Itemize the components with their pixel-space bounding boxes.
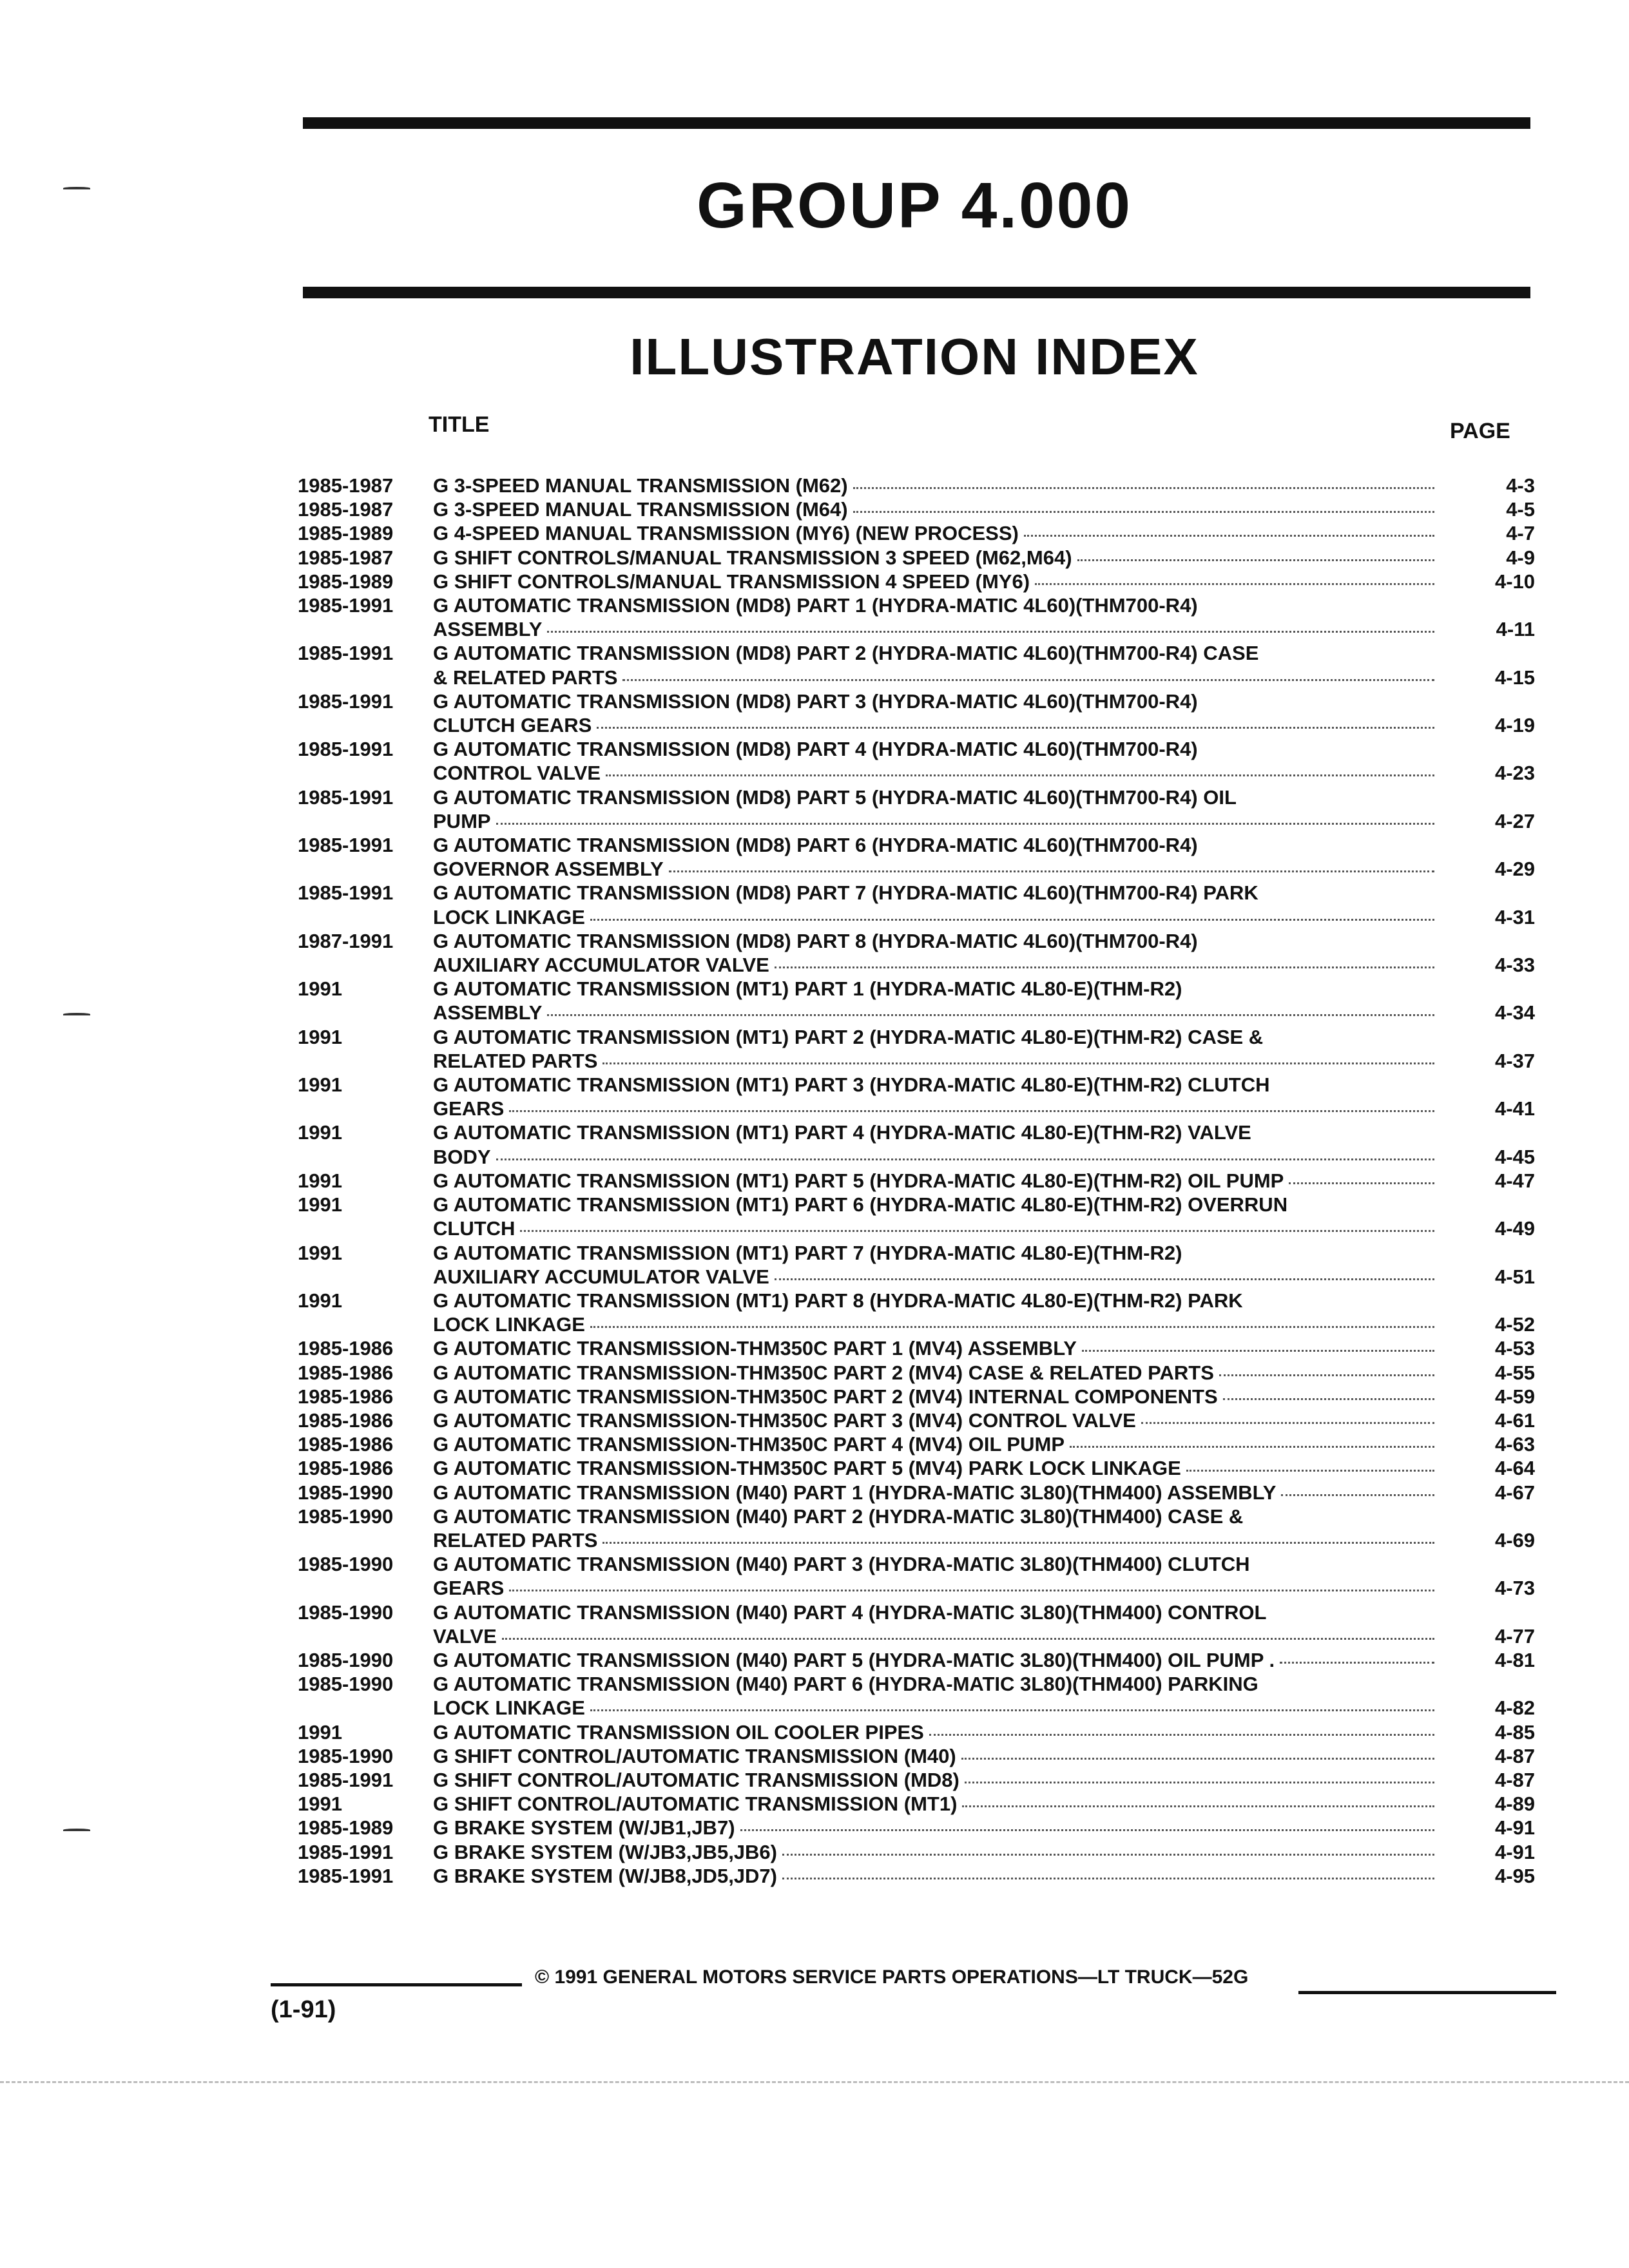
entry-title-line — [433, 857, 1438, 881]
entry-title-text: G AUTOMATIC TRANSMISSION (MD8) PART 3 (HYDRA-MATIC 4L60)(THM700-R4) — [433, 689, 1198, 713]
entry-years: 1985-1989 — [298, 522, 394, 545]
entry-title-line — [433, 617, 1438, 641]
dot-leader — [1280, 1662, 1434, 1664]
entry-years: 1985-1986 — [298, 1457, 394, 1480]
entry-title-text: G SHIFT CONTROL/AUTOMATIC TRANSMISSION (M40) — [433, 1744, 956, 1767]
dot-leader — [1082, 1350, 1434, 1352]
entry-years: 1991 — [298, 1289, 342, 1312]
index-entry — [298, 929, 1535, 977]
entry-page-number: 4-33 — [1494, 954, 1535, 977]
entry-title-line — [433, 1073, 1438, 1097]
entry-title-line — [433, 1840, 1438, 1864]
entry-title-text: G AUTOMATIC TRANSMISSION (MD8) PART 5 (HYDRA-MATIC 4L60)(THM700-R4) OIL — [433, 785, 1237, 809]
entry-years: 1985-1991 — [298, 785, 394, 809]
entry-title-text: ASSEMBLY — [433, 1001, 543, 1024]
entry-title-text: LOCK LINKAGE — [433, 905, 585, 928]
entry-years: 1991 — [298, 1025, 342, 1048]
entry-years: 1985-1986 — [298, 1361, 394, 1384]
dot-leader — [1223, 1398, 1434, 1400]
dot-leader — [962, 1805, 1434, 1807]
entry-years: 1991 — [298, 1073, 342, 1097]
dot-leader — [496, 823, 1434, 825]
index-entry — [298, 1552, 1535, 1600]
entry-years: 1991 — [298, 1720, 342, 1744]
entry-title-text: G AUTOMATIC TRANSMISSION OIL COOLER PIPES — [433, 1720, 924, 1744]
entry-title-text: G BRAKE SYSTEM (W/JB3,JB5,JB6) — [433, 1840, 777, 1863]
entry-title-text: G AUTOMATIC TRANSMISSION (MT1) PART 6 (HYDRA-MATIC 4L80-E)(THM-R2) OVERRUN — [433, 1193, 1288, 1216]
entry-title-line — [433, 1624, 1438, 1648]
entry-title-line — [433, 1600, 1438, 1624]
index-entry — [298, 1193, 1535, 1240]
dot-leader — [1035, 583, 1434, 585]
entry-title-line — [433, 1792, 1438, 1816]
entry-title-text: G AUTOMATIC TRANSMISSION (M40) PART 1 (HYDRA-MATIC 3L80)(THM400) ASSEMBLY — [433, 1481, 1277, 1504]
index-entry — [298, 1672, 1535, 1720]
entry-years: 1985-1990 — [298, 1553, 394, 1576]
index-entry — [298, 570, 1535, 593]
index-entry — [298, 474, 1535, 497]
entry-title-text: G SHIFT CONTROLS/MANUAL TRANSMISSION 3 SPEED (M62,M64) — [433, 546, 1072, 569]
entry-page-number: 4-63 — [1494, 1433, 1535, 1456]
entry-title-text: LOCK LINKAGE — [433, 1696, 585, 1720]
entry-title-text: G AUTOMATIC TRANSMISSION-THM350C PART 3 (MV4) CONTROL VALVE — [433, 1408, 1136, 1432]
entry-years: 1985-1990 — [298, 1600, 394, 1624]
entry-title-line — [433, 1265, 1438, 1289]
index-entry — [298, 1120, 1535, 1168]
entry-title-text: G AUTOMATIC TRANSMISSION (MD8) PART 4 (HYDRA-MATIC 4L60)(THM700-R4) — [433, 738, 1198, 761]
entry-page-number: 4-41 — [1494, 1097, 1535, 1120]
entry-years: 1991 — [298, 1193, 342, 1216]
entry-years: 1985-1990 — [298, 1481, 394, 1504]
entry-title-line — [433, 497, 1438, 521]
punch-mark-middle — [63, 1013, 90, 1015]
entry-years: 1985-1986 — [298, 1433, 394, 1456]
dot-leader — [1281, 1494, 1434, 1496]
entry-title-line — [433, 666, 1438, 689]
entry-title-text: G AUTOMATIC TRANSMISSION (MT1) PART 1 (HYDRA-MATIC 4L80-E)(THM-R2) — [433, 977, 1182, 1001]
entry-years: 1985-1987 — [298, 474, 394, 497]
entry-title-line — [433, 1864, 1438, 1888]
entry-title-line — [433, 1145, 1438, 1169]
entry-title-text: G SHIFT CONTROL/AUTOMATIC TRANSMISSION (MD8) — [433, 1768, 959, 1791]
entry-page-number: 4-47 — [1494, 1169, 1535, 1192]
entry-title-text: G SHIFT CONTROL/AUTOMATIC TRANSMISSION (MT1) — [433, 1792, 958, 1816]
footer-rule-left — [271, 1983, 522, 1986]
dot-leader — [1141, 1422, 1434, 1424]
entry-title-line — [433, 761, 1438, 785]
dot-leader — [597, 727, 1434, 729]
index-entry — [298, 977, 1535, 1024]
index-entry — [298, 1864, 1535, 1888]
punch-mark-bottom — [63, 1829, 90, 1831]
entry-page-number: 4-31 — [1494, 905, 1535, 928]
entry-title-text: G 3-SPEED MANUAL TRANSMISSION (M64) — [433, 498, 848, 521]
entry-years: 1985-1991 — [298, 881, 394, 905]
entry-page-number: 4-77 — [1494, 1624, 1535, 1648]
page-code: (1-91) — [271, 1996, 336, 2023]
entry-title-text: GEARS — [433, 1577, 505, 1600]
dot-leader — [602, 1542, 1434, 1544]
dot-leader — [782, 1854, 1434, 1856]
entry-page-number: 4-87 — [1494, 1768, 1535, 1791]
entry-title-line — [433, 521, 1438, 545]
dot-leader — [961, 1758, 1434, 1760]
entry-title-line — [433, 1049, 1438, 1073]
entry-page-number: 4-45 — [1494, 1145, 1535, 1168]
entry-title-text: G 4-SPEED MANUAL TRANSMISSION (MY6) (NEW PROCESS) — [433, 522, 1019, 545]
entry-title-text: G AUTOMATIC TRANSMISSION (M40) PART 5 (HYDRA-MATIC 3L80)(THM400) OIL PUMP . — [433, 1648, 1275, 1671]
title-column-header: TITLE — [429, 412, 490, 437]
index-entry — [298, 1744, 1535, 1768]
entry-years: 1985-1987 — [298, 498, 394, 521]
entry-title-text: G AUTOMATIC TRANSMISSION (MT1) PART 4 (HYDRA-MATIC 4L80-E)(THM-R2) VALVE — [433, 1121, 1251, 1144]
entry-title-line — [433, 1576, 1438, 1600]
entry-title-line — [433, 1528, 1438, 1552]
entry-years: 1985-1991 — [298, 1768, 394, 1791]
entry-title-text: G AUTOMATIC TRANSMISSION-THM350C PART 2 (MV4) CASE & RELATED PARTS — [433, 1361, 1214, 1384]
entry-title-text: CLUTCH — [433, 1217, 516, 1240]
entry-title-text: ASSEMBLY — [433, 618, 543, 641]
entry-title-line — [433, 689, 1438, 713]
entry-page-number: 4-5 — [1506, 498, 1535, 521]
entry-title-line — [433, 1025, 1438, 1049]
entry-years: 1985-1990 — [298, 1648, 394, 1671]
dot-leader — [1070, 1446, 1434, 1448]
dot-leader — [606, 774, 1434, 776]
page-column-header: PAGE — [1450, 419, 1510, 443]
entry-title-line — [433, 1768, 1438, 1792]
entry-title-line — [433, 1289, 1438, 1312]
index-entry — [298, 1025, 1535, 1073]
entry-title-line — [433, 1361, 1438, 1385]
entry-page-number: 4-49 — [1494, 1217, 1535, 1240]
entry-years: 1991 — [298, 1121, 342, 1144]
entry-title-text: G AUTOMATIC TRANSMISSION-THM350C PART 2 (MV4) INTERNAL COMPONENTS — [433, 1385, 1218, 1408]
entry-title-line — [433, 929, 1438, 953]
dot-leader — [853, 487, 1434, 489]
index-entry — [298, 593, 1535, 641]
entry-years: 1985-1989 — [298, 1816, 394, 1840]
entry-title-text: CONTROL VALVE — [433, 762, 601, 785]
entry-title-line — [433, 737, 1438, 761]
entry-title-line — [433, 713, 1438, 737]
entry-title-line — [433, 1097, 1438, 1120]
index-entry — [298, 1432, 1535, 1456]
group-title: GROUP 4.000 — [697, 169, 1132, 242]
entry-title-text: VALVE — [433, 1624, 497, 1648]
entry-title-line — [433, 881, 1438, 905]
index-entry — [298, 1385, 1535, 1408]
entry-title-text: G AUTOMATIC TRANSMISSION (M40) PART 4 (HYDRA-MATIC 3L80)(THM400) CONTROL — [433, 1600, 1267, 1624]
entry-years: 1985-1989 — [298, 570, 394, 593]
entry-title-text: RELATED PARTS — [433, 1528, 598, 1552]
entry-title-line — [433, 1481, 1438, 1504]
entry-years: 1991 — [298, 1169, 342, 1192]
dot-leader — [520, 1230, 1434, 1232]
dot-leader — [1186, 1470, 1434, 1472]
dot-leader — [775, 966, 1434, 968]
index-entry — [298, 737, 1535, 785]
dot-leader — [1219, 1374, 1434, 1376]
entry-title-line — [433, 1744, 1438, 1768]
entry-title-text: G AUTOMATIC TRANSMISSION (MT1) PART 8 (HYDRA-MATIC 4L80-E)(THM-R2) PARK — [433, 1289, 1243, 1312]
entry-title-text: GOVERNOR ASSEMBLY — [433, 858, 664, 881]
entry-page-number: 4-82 — [1494, 1696, 1535, 1720]
entry-page-number: 4-37 — [1494, 1049, 1535, 1072]
entry-title-line — [433, 1456, 1438, 1480]
entry-title-text: BODY — [433, 1145, 491, 1168]
entry-page-number: 4-10 — [1494, 570, 1535, 593]
entry-title-line — [433, 546, 1438, 570]
index-entry — [298, 641, 1535, 689]
entry-page-number: 4-73 — [1494, 1577, 1535, 1600]
entry-page-number: 4-61 — [1494, 1408, 1535, 1432]
entry-years: 1987-1991 — [298, 929, 394, 952]
entry-title-text: G AUTOMATIC TRANSMISSION (MD8) PART 2 (HYDRA-MATIC 4L60)(THM700-R4) CASE — [433, 642, 1259, 665]
index-entry — [298, 1816, 1535, 1840]
entry-title-text: CLUTCH GEARS — [433, 714, 592, 737]
entry-title-line — [433, 809, 1438, 833]
entry-page-number: 4-95 — [1494, 1864, 1535, 1887]
index-entry — [298, 1768, 1535, 1792]
entry-title-text: G AUTOMATIC TRANSMISSION (MT1) PART 3 (HYDRA-MATIC 4L80-E)(THM-R2) CLUTCH — [433, 1073, 1270, 1097]
index-entry — [298, 833, 1535, 881]
entry-title-text: G AUTOMATIC TRANSMISSION-THM350C PART 4 (MV4) OIL PUMP — [433, 1433, 1065, 1456]
entry-title-line — [433, 905, 1438, 929]
index-entry — [298, 1361, 1535, 1385]
entry-years: 1985-1991 — [298, 689, 394, 713]
entry-title-text: G AUTOMATIC TRANSMISSION (MD8) PART 7 (HYDRA-MATIC 4L60)(THM700-R4) PARK — [433, 881, 1258, 905]
entry-title-text: LOCK LINKAGE — [433, 1313, 585, 1336]
entry-page-number: 4-34 — [1494, 1001, 1535, 1024]
index-entry — [298, 1720, 1535, 1744]
entry-title-line — [433, 1193, 1438, 1216]
entry-title-line — [433, 641, 1438, 665]
entry-title-text: G AUTOMATIC TRANSMISSION (MD8) PART 6 (HYDRA-MATIC 4L60)(THM700-R4) — [433, 834, 1198, 857]
dot-leader — [622, 679, 1434, 681]
entry-years: 1985-1986 — [298, 1337, 394, 1360]
dot-leader — [547, 631, 1434, 633]
entry-title-line — [433, 1432, 1438, 1456]
entry-years: 1985-1990 — [298, 1504, 394, 1528]
index-entry — [298, 521, 1535, 545]
entry-title-line — [433, 1720, 1438, 1744]
entry-title-text: G AUTOMATIC TRANSMISSION-THM350C PART 5 (MV4) PARK LOCK LINKAGE — [433, 1457, 1181, 1480]
entry-title-line — [433, 1169, 1438, 1193]
dot-leader — [502, 1638, 1434, 1640]
entry-page-number: 4-91 — [1494, 1840, 1535, 1863]
entry-title-text: PUMP — [433, 809, 491, 832]
entry-title-text: G AUTOMATIC TRANSMISSION (MT1) PART 7 (HYDRA-MATIC 4L80-E)(THM-R2) — [433, 1241, 1182, 1264]
entry-page-number: 4-81 — [1494, 1648, 1535, 1671]
entry-title-text: G BRAKE SYSTEM (W/JB1,JB7) — [433, 1816, 735, 1840]
entry-title-text: GEARS — [433, 1097, 505, 1120]
entry-page-number: 4-23 — [1494, 762, 1535, 785]
entry-page-number: 4-11 — [1496, 618, 1535, 641]
entry-title-line — [433, 1312, 1438, 1336]
entry-title-text: G AUTOMATIC TRANSMISSION (M40) PART 3 (HYDRA-MATIC 3L80)(THM400) CLUTCH — [433, 1553, 1250, 1576]
entry-years: 1991 — [298, 1792, 342, 1816]
entry-title-text: G SHIFT CONTROLS/MANUAL TRANSMISSION 4 SPEED (MY6) — [433, 570, 1030, 593]
second-rule — [303, 287, 1530, 298]
entry-page-number: 4-59 — [1494, 1385, 1535, 1408]
index-entry — [298, 1169, 1535, 1193]
entry-years: 1985-1987 — [298, 546, 394, 569]
index-entry — [298, 881, 1535, 928]
scan-edge-line — [0, 2081, 1629, 2083]
entry-page-number: 4-7 — [1506, 522, 1535, 545]
top-rule — [303, 117, 1530, 129]
entry-title-line — [433, 1408, 1438, 1432]
illustration-index-list — [298, 474, 1535, 1888]
entry-title-text: G 3-SPEED MANUAL TRANSMISSION (M62) — [433, 474, 848, 497]
entry-page-number: 4-91 — [1494, 1816, 1535, 1840]
dot-leader — [590, 919, 1434, 921]
entry-page-number: 4-53 — [1494, 1337, 1535, 1360]
entry-title-line — [433, 1552, 1438, 1576]
index-entry — [298, 1456, 1535, 1480]
dot-leader — [929, 1734, 1434, 1736]
entry-title-line — [433, 1816, 1438, 1840]
entry-title-line — [433, 953, 1438, 977]
entry-page-number: 4-89 — [1494, 1792, 1535, 1816]
punch-mark-top — [63, 187, 90, 189]
entry-years: 1991 — [298, 1241, 342, 1264]
entry-page-number: 4-87 — [1494, 1744, 1535, 1767]
entry-years: 1985-1991 — [298, 834, 394, 857]
dot-leader — [590, 1326, 1434, 1328]
entry-page-number: 4-69 — [1494, 1528, 1535, 1552]
entry-page-number: 4-29 — [1494, 858, 1535, 881]
entry-title-line — [433, 1216, 1438, 1240]
index-entry — [298, 1504, 1535, 1552]
dot-leader — [602, 1062, 1434, 1064]
entry-title-text: G AUTOMATIC TRANSMISSION (MT1) PART 2 (HYDRA-MATIC 4L80-E)(THM-R2) CASE & — [433, 1025, 1264, 1048]
entry-title-line — [433, 1504, 1438, 1528]
dot-leader — [509, 1590, 1434, 1591]
entry-years: 1991 — [298, 977, 342, 1001]
entry-title-line — [433, 1385, 1438, 1408]
dot-leader — [775, 1278, 1434, 1280]
dot-leader — [1024, 535, 1434, 537]
dot-leader — [509, 1110, 1434, 1112]
entry-years: 1985-1991 — [298, 1864, 394, 1887]
index-entry — [298, 1481, 1535, 1504]
index-title: ILLUSTRATION INDEX — [630, 328, 1199, 385]
entry-title-line — [433, 1336, 1438, 1360]
entry-title-line — [433, 1696, 1438, 1720]
index-entry — [298, 546, 1535, 570]
entry-page-number: 4-52 — [1494, 1313, 1535, 1336]
entry-title-text: AUXILIARY ACCUMULATOR VALVE — [433, 1265, 769, 1288]
entry-page-number: 4-64 — [1494, 1457, 1535, 1480]
index-entry — [298, 689, 1535, 737]
dot-leader — [740, 1829, 1434, 1831]
dot-leader — [782, 1878, 1434, 1879]
footer-rule-right — [1298, 1991, 1556, 1994]
index-entry — [298, 1241, 1535, 1289]
entry-title-text: G AUTOMATIC TRANSMISSION (MD8) PART 1 (HYDRA-MATIC 4L60)(THM700-R4) — [433, 594, 1198, 617]
entry-years: 1985-1991 — [298, 594, 394, 617]
dot-leader — [1289, 1182, 1434, 1184]
entry-title-text: G AUTOMATIC TRANSMISSION (M40) PART 2 (HYDRA-MATIC 3L80)(THM400) CASE & — [433, 1504, 1244, 1528]
entry-title-line — [433, 1672, 1438, 1696]
entry-years: 1985-1986 — [298, 1408, 394, 1432]
entry-page-number: 4-3 — [1506, 474, 1535, 497]
index-entry — [298, 1792, 1535, 1816]
entry-page-number: 4-19 — [1494, 714, 1535, 737]
entry-title-text: G AUTOMATIC TRANSMISSION (MT1) PART 5 (HYDRA-MATIC 4L80-E)(THM-R2) OIL PUMP — [433, 1169, 1284, 1192]
index-entry — [298, 1336, 1535, 1360]
entry-title-line — [433, 785, 1438, 809]
entry-title-line — [433, 1648, 1438, 1672]
entry-years: 1985-1990 — [298, 1744, 394, 1767]
entry-title-text: G AUTOMATIC TRANSMISSION (M40) PART 6 (HYDRA-MATIC 3L80)(THM400) PARKING — [433, 1673, 1258, 1696]
entry-title-line — [433, 1001, 1438, 1024]
entry-title-text: RELATED PARTS — [433, 1049, 598, 1072]
entry-page-number: 4-9 — [1506, 546, 1535, 569]
entry-years: 1985-1986 — [298, 1385, 394, 1408]
entry-title-text: AUXILIARY ACCUMULATOR VALVE — [433, 954, 769, 977]
entry-years: 1985-1991 — [298, 1840, 394, 1863]
entry-title-line — [433, 593, 1438, 617]
entry-title-line — [433, 1120, 1438, 1144]
index-entry — [298, 497, 1535, 521]
index-entry — [298, 1840, 1535, 1864]
dot-leader — [547, 1014, 1434, 1016]
entry-page-number: 4-55 — [1494, 1361, 1535, 1384]
entry-page-number: 4-85 — [1494, 1720, 1535, 1744]
dot-leader — [669, 870, 1434, 872]
index-entry — [298, 1600, 1535, 1648]
entry-page-number: 4-27 — [1494, 809, 1535, 832]
copyright-notice: © 1991 GENERAL MOTORS SERVICE PARTS OPERATIONS—LT TRUCK—52G — [535, 1966, 1249, 1988]
entry-title-line — [433, 474, 1438, 497]
entry-title-text: G BRAKE SYSTEM (W/JB8,JD5,JD7) — [433, 1864, 777, 1887]
entry-page-number: 4-51 — [1494, 1265, 1535, 1288]
entry-title-text: G AUTOMATIC TRANSMISSION (MD8) PART 8 (HYDRA-MATIC 4L60)(THM700-R4) — [433, 929, 1198, 952]
entry-title-line — [433, 977, 1438, 1001]
entry-page-number: 4-67 — [1494, 1481, 1535, 1504]
index-entry — [298, 1289, 1535, 1336]
entry-title-text: G AUTOMATIC TRANSMISSION-THM350C PART 1 (MV4) ASSEMBLY — [433, 1337, 1077, 1360]
dot-leader — [965, 1782, 1434, 1783]
dot-leader — [853, 511, 1434, 513]
index-entry — [298, 1408, 1535, 1432]
entry-page-number: 4-15 — [1494, 666, 1535, 689]
index-entry — [298, 1648, 1535, 1672]
index-entry — [298, 1073, 1535, 1120]
entry-title-line — [433, 833, 1438, 857]
dot-leader — [496, 1158, 1434, 1160]
entry-years: 1985-1991 — [298, 642, 394, 665]
entry-years: 1985-1990 — [298, 1673, 394, 1696]
entry-title-line — [433, 570, 1438, 593]
entry-years: 1985-1991 — [298, 738, 394, 761]
entry-title-line — [433, 1241, 1438, 1265]
index-entry — [298, 785, 1535, 833]
entry-title-text: & RELATED PARTS — [433, 666, 618, 689]
dot-leader — [590, 1709, 1434, 1711]
dot-leader — [1077, 559, 1434, 561]
